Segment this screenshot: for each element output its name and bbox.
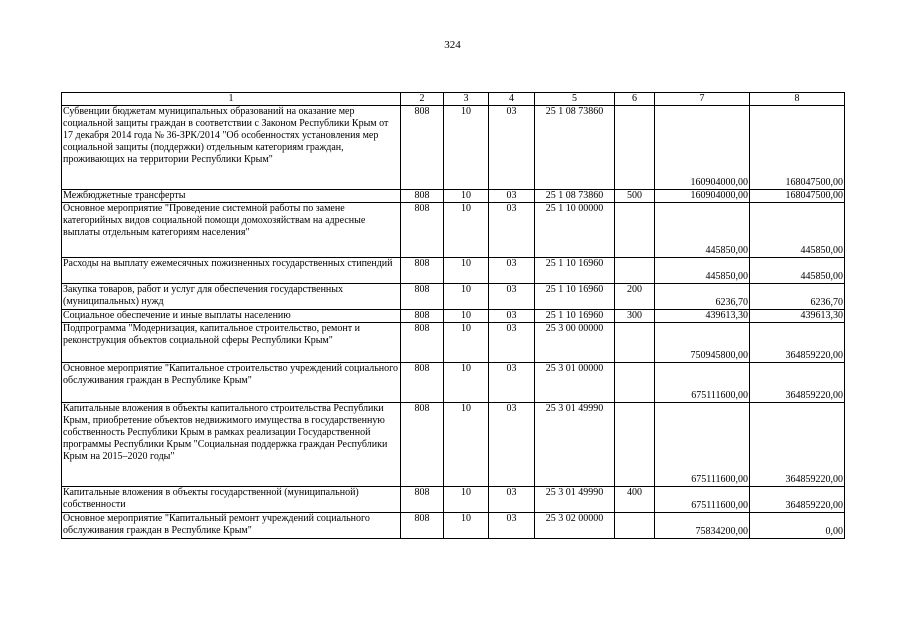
table-row: [62, 323, 845, 363]
table-row: [62, 190, 845, 203]
ministry-code: 808: [401, 363, 444, 403]
table-row: [62, 106, 845, 190]
expense-type: [615, 203, 655, 258]
section-code: 10: [444, 363, 489, 403]
amount-first: 75834200,00: [655, 513, 750, 539]
subsection-code: 03: [489, 403, 535, 487]
subsection-code: 03: [489, 258, 535, 284]
column-number: 8: [750, 93, 845, 106]
expense-type: 400: [615, 487, 655, 513]
table-row: [62, 363, 845, 403]
table-row: [62, 310, 845, 323]
column-number: 6: [615, 93, 655, 106]
expense-type: 300: [615, 310, 655, 323]
ministry-code: 808: [401, 203, 444, 258]
target-code: 25 3 01 00000: [535, 363, 615, 403]
amount-second: 445850,00: [750, 258, 845, 284]
amount-first: 160904000,00: [655, 106, 750, 190]
amount-second: 364859220,00: [750, 403, 845, 487]
amount-first: 675111600,00: [655, 363, 750, 403]
ministry-code: 808: [401, 403, 444, 487]
amount-first: 750945800,00: [655, 323, 750, 363]
row-name: Подпрограмма "Модернизация, капитальное строительство, ремонт и реконструкция объектов социальной сферы Республики Крым": [62, 323, 401, 363]
column-number: 3: [444, 93, 489, 106]
row-name: Основное мероприятие "Капитальный ремонт учреждений социального обслуживания граждан в Республике Крым": [62, 513, 401, 539]
subsection-code: 03: [489, 106, 535, 190]
expense-type: [615, 106, 655, 190]
column-number: 1: [62, 93, 401, 106]
amount-first: 675111600,00: [655, 403, 750, 487]
section-code: 10: [444, 323, 489, 363]
ministry-code: 808: [401, 310, 444, 323]
ministry-code: 808: [401, 487, 444, 513]
amount-second: 364859220,00: [750, 487, 845, 513]
amount-second: 364859220,00: [750, 363, 845, 403]
row-name: Основное мероприятие "Проведение системной работы по замене категорийных видов социальной помощи домохозяйствам на адресные выплаты отдельным категориям населения": [62, 203, 401, 258]
expense-type: 200: [615, 284, 655, 310]
subsection-code: 03: [489, 323, 535, 363]
amount-second: 445850,00: [750, 203, 845, 258]
target-code: 25 1 08 73860: [535, 106, 615, 190]
subsection-code: 03: [489, 284, 535, 310]
subsection-code: 03: [489, 203, 535, 258]
row-name: Капитальные вложения в объекты капитального строительства Республики Крым, приобретение объектов недвижимого имущества в государственную собственность Республики Крым в рамках реализации Государственной программы Республики Крым "Социальная поддержка граждан Республики Крым на 2015–2020 годы": [62, 403, 401, 487]
row-name: Субвенции бюджетам муниципальных образований на оказание мер социальной защиты граждан в соответствии с Законом Республики Крым от 17 декабря 2014 года № 36-ЗРК/2014 "Об особенностях установления мер социальной защиты (поддержки) отдельным категориям граждан, проживающих на территории Республики Крым": [62, 106, 401, 190]
amount-second: 364859220,00: [750, 323, 845, 363]
section-code: 10: [444, 203, 489, 258]
row-name: Расходы на выплату ежемесячных пожизненных государственных стипендий: [62, 258, 401, 284]
target-code: 25 1 10 00000: [535, 203, 615, 258]
target-code: 25 1 08 73860: [535, 190, 615, 203]
column-number: 5: [535, 93, 615, 106]
expense-type: [615, 258, 655, 284]
table-row: [62, 487, 845, 513]
subsection-code: 03: [489, 513, 535, 539]
table-row: [62, 513, 845, 539]
expense-type: [615, 323, 655, 363]
amount-second: 0,00: [750, 513, 845, 539]
amount-second: 6236,70: [750, 284, 845, 310]
table-row: [62, 203, 845, 258]
section-code: 10: [444, 284, 489, 310]
section-code: 10: [444, 513, 489, 539]
amount-first: 445850,00: [655, 258, 750, 284]
amount-first: 675111600,00: [655, 487, 750, 513]
ministry-code: 808: [401, 323, 444, 363]
subsection-code: 03: [489, 487, 535, 513]
target-code: 25 3 00 00000: [535, 323, 615, 363]
ministry-code: 808: [401, 513, 444, 539]
section-code: 10: [444, 190, 489, 203]
table-row: [62, 284, 845, 310]
target-code: 25 1 10 16960: [535, 258, 615, 284]
ministry-code: 808: [401, 284, 444, 310]
column-number: 7: [655, 93, 750, 106]
expense-type: [615, 363, 655, 403]
ministry-code: 808: [401, 258, 444, 284]
subsection-code: 03: [489, 363, 535, 403]
section-code: 10: [444, 487, 489, 513]
page-number: 324: [444, 39, 461, 51]
section-code: 10: [444, 106, 489, 190]
amount-second: 168047500,00: [750, 106, 845, 190]
row-name: Закупка товаров, работ и услуг для обеспечения государственных (муниципальных) нужд: [62, 284, 401, 310]
expense-type: 500: [615, 190, 655, 203]
amount-first: 160904000,00: [655, 190, 750, 203]
subsection-code: 03: [489, 190, 535, 203]
budget-table: [61, 92, 845, 539]
row-name: Межбюджетные трансферты: [62, 190, 401, 203]
target-code: 25 3 01 49990: [535, 487, 615, 513]
table-row: [62, 258, 845, 284]
ministry-code: 808: [401, 106, 444, 190]
row-name: Социальное обеспечение и иные выплаты населению: [62, 310, 401, 323]
section-code: 10: [444, 258, 489, 284]
column-number-row: [62, 93, 845, 106]
table-row: [62, 403, 845, 487]
target-code: 25 3 01 49990: [535, 403, 615, 487]
expense-type: [615, 513, 655, 539]
target-code: 25 3 02 00000: [535, 513, 615, 539]
subsection-code: 03: [489, 310, 535, 323]
section-code: 10: [444, 403, 489, 487]
ministry-code: 808: [401, 190, 444, 203]
amount-first: 439613,30: [655, 310, 750, 323]
target-code: 25 1 10 16960: [535, 284, 615, 310]
expense-type: [615, 403, 655, 487]
column-number: 4: [489, 93, 535, 106]
amount-second: 439613,30: [750, 310, 845, 323]
amount-first: 445850,00: [655, 203, 750, 258]
target-code: 25 1 10 16960: [535, 310, 615, 323]
amount-second: 168047500,00: [750, 190, 845, 203]
section-code: 10: [444, 310, 489, 323]
row-name: Капитальные вложения в объекты государственной (муниципальной) собственности: [62, 487, 401, 513]
amount-first: 6236,70: [655, 284, 750, 310]
column-number: 2: [401, 93, 444, 106]
row-name: Основное мероприятие "Капитальное строительство учреждений социального обслуживания граждан в Республике Крым": [62, 363, 401, 403]
